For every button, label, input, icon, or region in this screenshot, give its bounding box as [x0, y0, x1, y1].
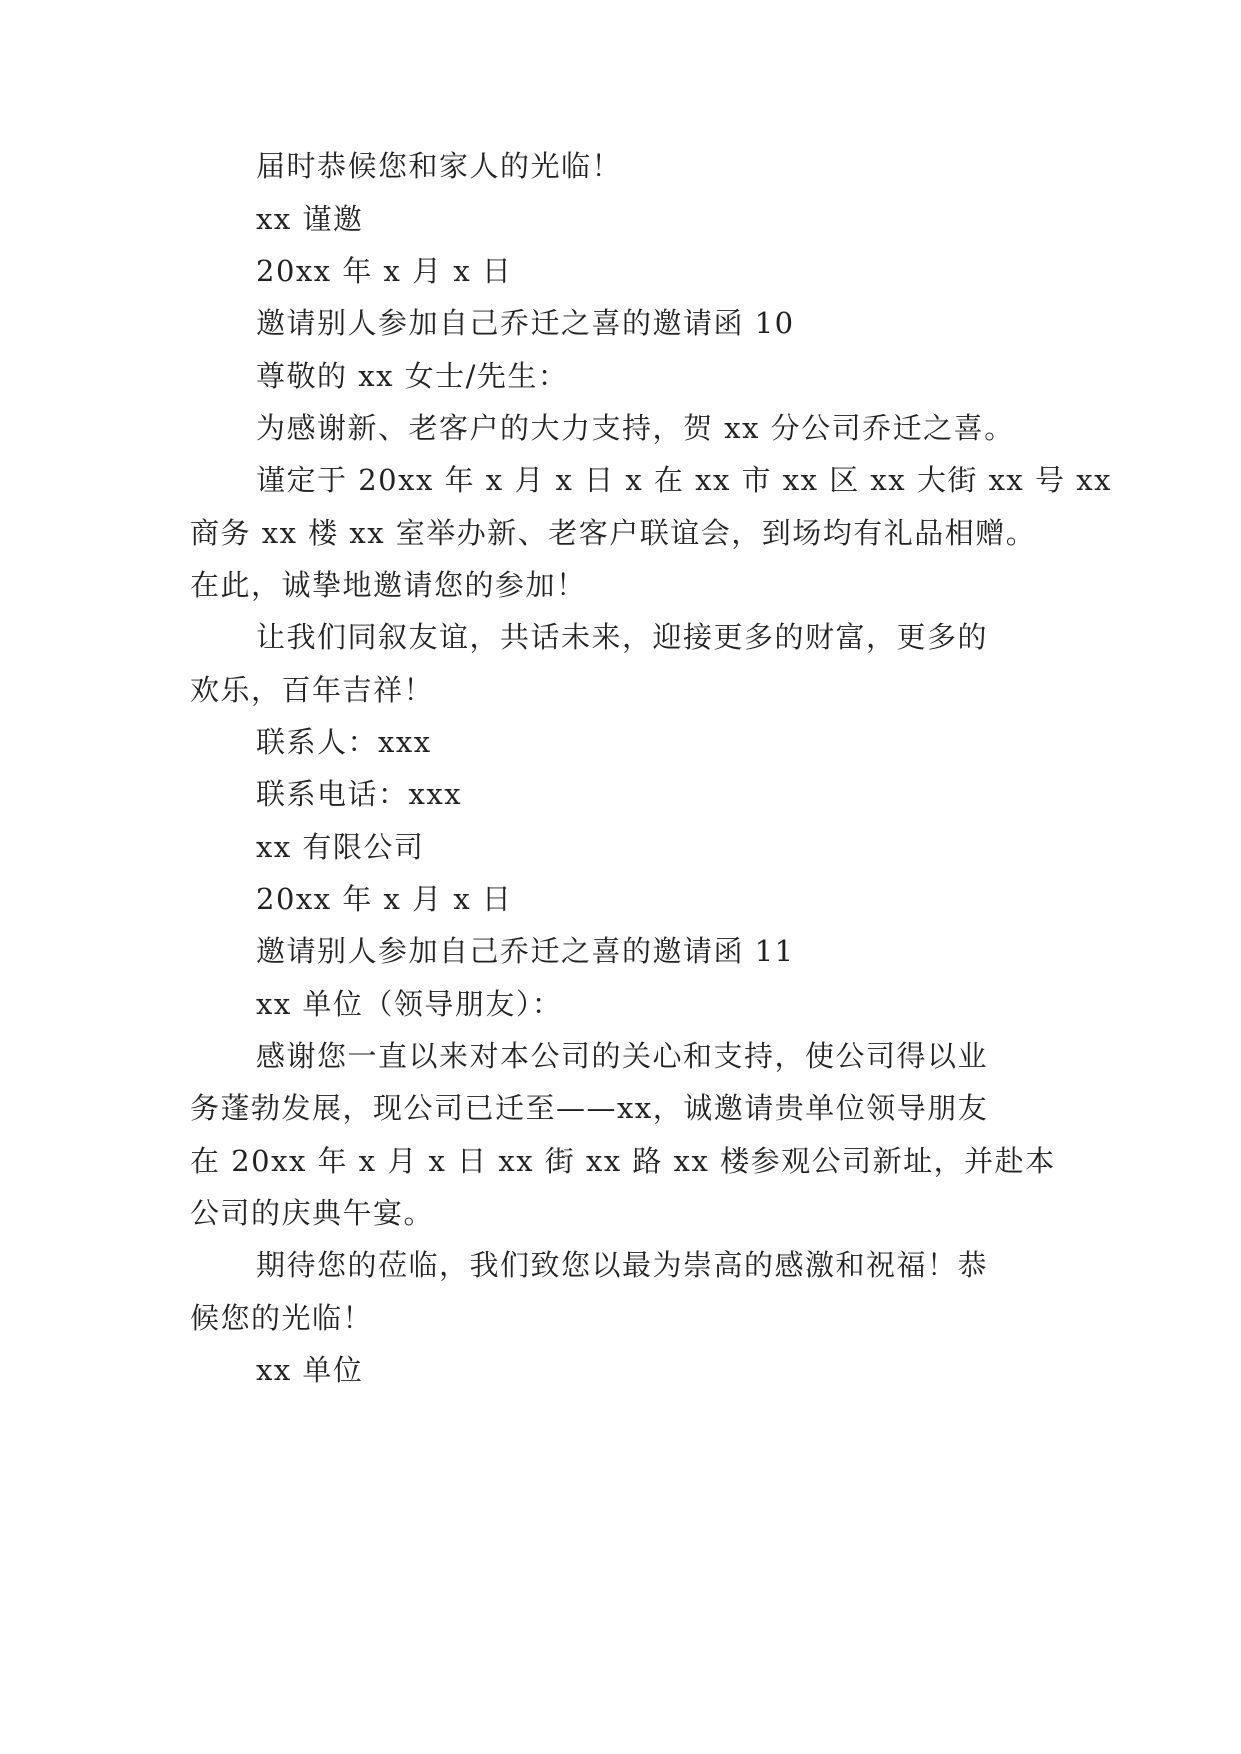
signature-unit: xx 单位 — [256, 1353, 364, 1387]
text-line: 20xx 年 x 月 x 日 — [256, 254, 513, 288]
text-line: 期待您的莅临，我们致您以最为崇高的感激和祝福！恭 — [256, 1248, 989, 1282]
text-line: 在此，诚挚地邀请您的参加！ — [190, 568, 587, 602]
text-line: 感谢您一直以来对本公司的关心和支持，使公司得以业 — [256, 1039, 989, 1073]
text-line: 商务 xx 楼 xx 室举办新、老客户联谊会，到场均有礼品相赠。 — [190, 516, 1037, 550]
heading-invitation-10: 邀请别人参加自己乔迁之喜的邀请函 10 — [256, 306, 795, 340]
heading-invitation-11: 邀请别人参加自己乔迁之喜的邀请函 11 — [256, 934, 795, 968]
text-line: 谨定于 20xx 年 x 月 x 日 x 在 xx 市 xx 区 xx 大街 xx 号 xx — [256, 463, 1112, 497]
text-line: 候您的光临！ — [190, 1301, 374, 1335]
text-line: 在 20xx 年 x 月 x 日 xx 街 xx 路 xx 楼参观公司新址，并赴本 — [190, 1144, 1056, 1178]
contact-person: 联系人：xxx — [256, 725, 432, 759]
text-line: 公司的庆典午宴。 — [190, 1196, 435, 1230]
text-line: 为感谢新、老客户的大力支持，贺 xx 分公司乔迁之喜。 — [256, 411, 1015, 445]
company-name: xx 有限公司 — [256, 830, 425, 864]
text-line: 届时恭候您和家人的光临！ — [256, 149, 623, 183]
text-line: 让我们同叙友谊，共话未来，迎接更多的财富，更多的 — [256, 620, 989, 654]
salutation: 尊敬的 xx 女士/先生： — [256, 359, 569, 393]
date-line: 20xx 年 x 月 x 日 — [256, 882, 513, 916]
salutation: xx 单位（领导朋友）： — [256, 987, 563, 1021]
text-line: 欢乐，百年吉祥！ — [190, 673, 435, 707]
text-line: 务蓬勃发展，现公司已迁至——xx，诚邀请贵单位领导朋友 — [190, 1091, 989, 1125]
contact-phone: 联系电话：xxx — [256, 777, 463, 811]
text-line: xx 谨邀 — [256, 202, 364, 236]
